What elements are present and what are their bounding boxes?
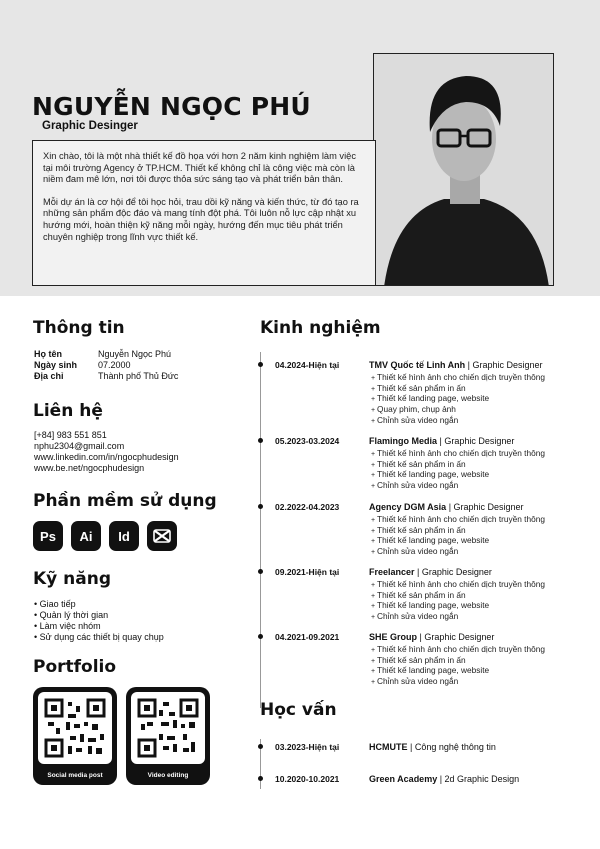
education-date: 10.2020-10.2021 [275,774,340,784]
task-item: + Chỉnh sửa video ngắn [371,416,545,427]
info-key: Địa chỉ [34,371,64,381]
section-title-contact: Liên hệ [33,401,103,421]
task-item: + Chỉnh sửa video ngắn [371,612,545,623]
company-name: Freelancer [369,567,415,577]
section-title-experience: Kinh nghiệm [260,318,381,338]
education-heading [369,742,496,752]
task-item: + Thiết kế landing page, website [371,394,545,405]
task-item: + Thiết kế hình ảnh cho chiến dịch truyền thông [371,515,545,526]
job-heading [369,632,494,642]
job-date: 05.2023-03.2024 [275,436,340,446]
timeline-dot [258,634,263,639]
task-list [371,645,545,688]
behance-link[interactable]: www.be.net/ngocphudesign [34,463,145,473]
school-name: Green Academy [369,774,438,784]
company-name: SHE Group [369,632,418,642]
portrait-image [374,54,554,286]
phone-number: [+84] 983 551 851 [34,430,107,440]
info-row [34,371,178,382]
task-item: + Thiết kế hình ảnh cho chiến dịch truyền thông [371,449,545,460]
company-name: Agency DGM Asia [369,502,447,512]
job-role: | Graphic Designer [446,502,524,512]
info-value: Nguyễn Ngọc Phú [98,349,172,359]
section-title-education: Học vấn [260,700,337,720]
task-item: + Thiết kế hình ảnh cho chiến dịch truyền thông [371,645,545,656]
timeline-dot [258,438,263,443]
task-item: + Thiết kế sản phẩm in ấn [371,460,545,471]
section-title-info: Thông tin [33,318,125,338]
task-list [371,449,545,492]
task-item: + Thiết kế landing page, website [371,536,545,547]
indesign-icon: Id [109,521,139,551]
info-key: Họ tên [34,349,62,359]
skills-list [34,599,164,643]
task-item: + Thiết kế landing page, website [371,470,545,481]
linkedin-link[interactable]: www.linkedin.com/in/ngocphudesign [34,452,179,462]
task-item: + Thiết kế sản phẩm in ấn [371,591,545,602]
task-list [371,515,545,558]
major-name: | Công nghệ thông tin [407,742,496,752]
job-heading [369,360,543,370]
company-name: TMV Quốc tế Linh Anh [369,360,466,370]
task-item: + Chỉnh sửa video ngắn [371,547,545,558]
job-date: 04.2021-09.2021 [275,632,340,642]
task-item: + Thiết kế landing page, website [371,601,545,612]
job-date: 04.2024-Hiện tại [275,360,340,370]
job-heading [369,436,514,446]
portfolio-card-label: Video editing [147,772,189,779]
intro-box [32,140,376,286]
job-role: | Graphic Designer [437,436,515,446]
task-item: + Thiết kế hình ảnh cho chiến dịch truyền thông [371,373,545,384]
task-item: + Thiết kế sản phẩm in ấn [371,526,545,537]
major-name: | 2d Graphic Design [437,774,520,784]
job-role: | Graphic Designer [465,360,543,370]
timeline-dot [258,744,263,749]
job-heading [369,567,492,577]
qr-code-icon [38,692,112,764]
section-title-software: Phần mềm sử dụng [33,491,217,511]
task-item: + Chỉnh sửa video ngắn [371,677,545,688]
info-key: Ngày sinh [34,360,78,370]
education-heading [369,774,519,784]
task-item: + Thiết kế sản phẩm in ấn [371,656,545,667]
job-date: 02.2022-04.2023 [275,502,340,512]
education-date: 03.2023-Hiện tại [275,742,340,752]
timeline-dot [258,569,263,574]
task-item: + Quay phim, chụp ảnh [371,405,545,416]
company-name: Flamingo Media [369,436,438,446]
skill-item: • Quản lý thời gian [34,610,164,621]
task-item: + Thiết kế hình ảnh cho chiến dịch truyền thông [371,580,545,591]
job-date: 09.2021-Hiện tại [275,567,340,577]
email-link[interactable]: nphu2304@gmail.com [34,441,125,451]
job-heading [369,502,524,512]
school-name: HCMUTE [369,742,408,752]
qr-code-icon [131,692,205,764]
photoshop-icon: Ps [33,521,63,551]
timeline-dot [258,362,263,367]
task-list [371,373,545,427]
task-item: + Chỉnh sửa video ngắn [371,481,545,492]
info-list [34,349,178,382]
profile-photo [373,53,554,286]
skill-item: • Làm việc nhóm [34,621,164,632]
timeline-dot [258,776,263,781]
portfolio-card-video[interactable] [126,687,210,785]
job-title: Graphic Desinger [42,120,138,132]
task-item: + Thiết kế landing page, website [371,666,545,677]
info-row [34,349,178,360]
job-role: | Graphic Designer [414,567,492,577]
section-title-portfolio: Portfolio [33,657,117,677]
timeline-line [260,352,261,708]
info-row [34,360,178,371]
person-name: NGUYỄN NGỌC PHÚ [32,92,311,121]
contact-list [34,430,179,474]
intro-paragraph: Xin chào, tôi là một nhà thiết kế đồ họa với hơn 2 năm kinh nghiệm làm việc tại môi trường Agency ở TP.HCM. Thiết kế không chỉ là công việc mà còn là niềm đam mê lớn, nơi tôi được thỏa sức sáng tạo và phát triển bản thân. [43,151,356,185]
info-value: Thành phố Thủ Đức [98,371,179,381]
illustrator-icon: Ai [71,521,101,551]
portfolio-card-social[interactable] [33,687,117,785]
skill-item: • Sử dụng các thiết bị quay chụp [34,632,164,643]
section-title-skills: Kỹ năng [33,569,112,589]
info-value: 07.2000 [98,360,131,370]
task-list [371,580,545,623]
task-item: + Thiết kế sản phẩm in ấn [371,384,545,395]
capcut-icon [147,521,177,551]
intro-paragraph: Mỗi dự án là cơ hội để tôi học hỏi, trau dồi kỹ năng và kiến thức, từ đó tạo ra những sản phẩm độc đáo và mang tính đột phá. Tôi luôn nỗ lực cập nhật xu hướng mới, hoàn thiện kỹ năng mỗi ngày, hướng đến mục tiêu phát triển chuyên nghiệp trong lĩnh vực thiết kế. [43,196,359,242]
timeline-dot [258,504,263,509]
job-role: | Graphic Designer [417,632,495,642]
software-icons [33,521,177,551]
portfolio-card-label: Social media post [47,772,103,779]
skill-item: • Giao tiếp [34,599,164,610]
